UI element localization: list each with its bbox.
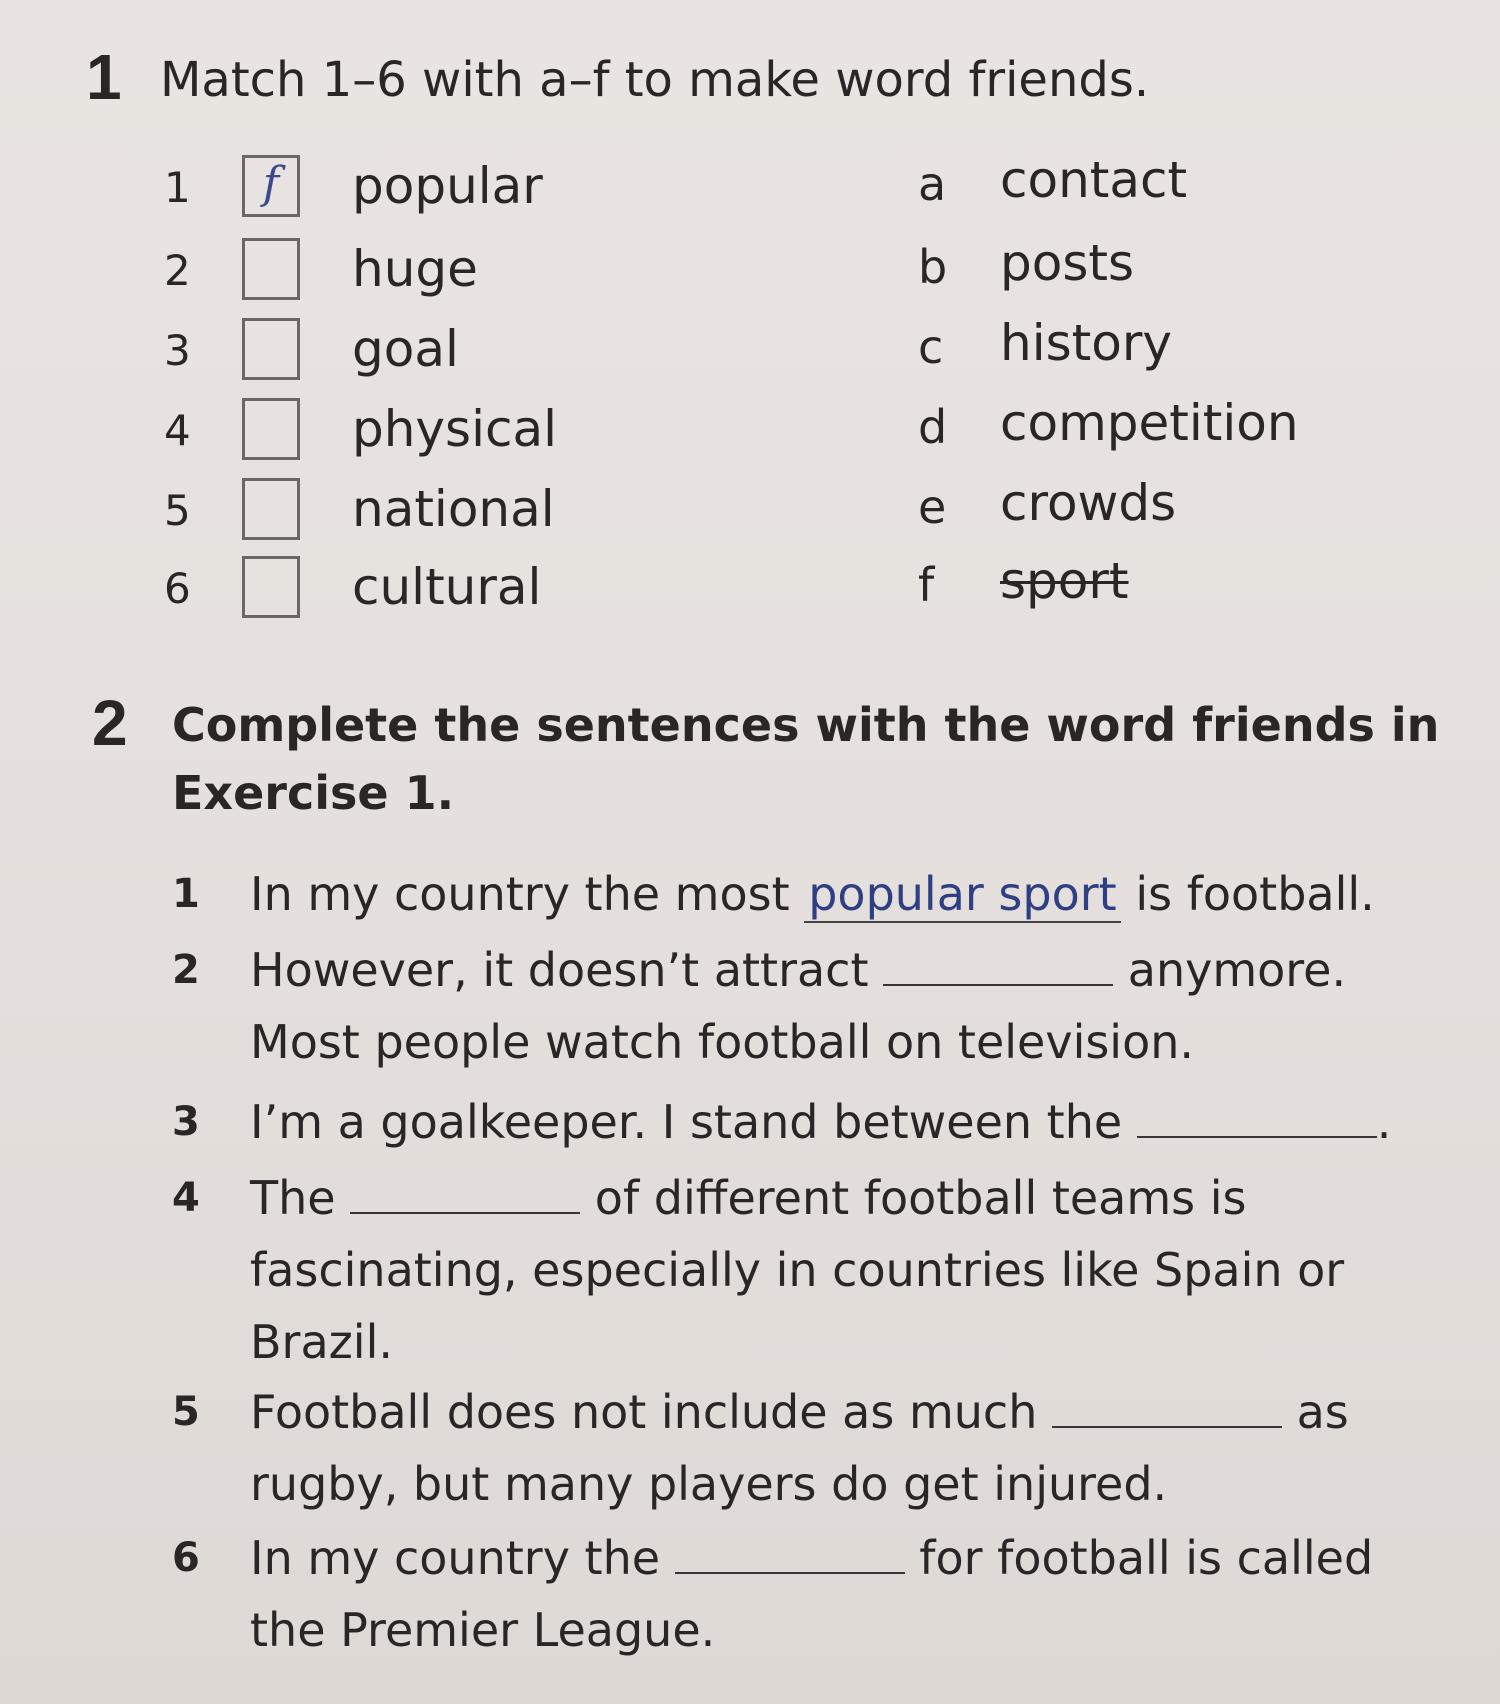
sentence-text [250, 1522, 1373, 1594]
answer-blank[interactable] [1052, 1425, 1282, 1428]
option-letter: e [918, 480, 947, 534]
option-word-crossed-out: sport [1000, 552, 1129, 610]
option-word: history [1000, 314, 1172, 372]
sentence-text-before: In my country the [250, 1531, 675, 1585]
sentence-text-after: of different football teams is [580, 1171, 1247, 1225]
answer-box[interactable] [242, 398, 300, 460]
item-number: 2 [164, 246, 191, 295]
sentence-text [250, 1086, 1391, 1158]
answer-text: f [262, 158, 280, 209]
sentence-2 [172, 934, 1492, 1078]
match-row [0, 234, 1500, 308]
item-word: huge [352, 240, 478, 298]
sentence-text-line-3: Brazil. [250, 1315, 393, 1369]
option-letter: d [918, 400, 948, 454]
match-row [0, 474, 1500, 548]
sentence-5 [172, 1376, 1492, 1520]
sentence-4 [172, 1162, 1492, 1378]
option-word: competition [1000, 394, 1299, 452]
sentence-text-before: However, it doesn’t attract [250, 943, 884, 997]
sentence-number: 1 [172, 871, 200, 917]
sentence-text-after: is football. [1120, 867, 1375, 921]
sentence-text-line-2: rugby, but many players do get injured. [250, 1457, 1168, 1511]
item-number: 1 [164, 163, 191, 212]
sentence-text-before: The [250, 1171, 351, 1225]
sentence-text-after: . [1376, 1095, 1392, 1149]
answer-blank[interactable] [883, 983, 1113, 986]
answer-blank[interactable] [350, 1211, 580, 1214]
item-word: national [352, 480, 555, 538]
sentence-text-before: I’m a goalkeeper. I stand between the [250, 1095, 1137, 1149]
item-number: 6 [164, 564, 191, 613]
match-row [0, 394, 1500, 468]
exercise-2-title-line-1: Complete the sentences with the word friends in [172, 698, 1440, 752]
sentence-number: 4 [172, 1175, 200, 1221]
item-word: cultural [352, 558, 542, 616]
option-letter: a [918, 157, 947, 211]
sentence-text-before: In my country the most [250, 867, 805, 921]
option-letter: f [918, 558, 935, 612]
option-letter: c [918, 320, 944, 374]
item-number: 3 [164, 326, 191, 375]
answer-blank[interactable] [675, 1571, 905, 1574]
sentence-text [250, 1162, 1247, 1234]
answer-box[interactable] [242, 556, 300, 618]
sentence-1 [172, 858, 1492, 930]
item-number: 5 [164, 486, 191, 535]
item-number: 4 [164, 406, 191, 455]
sentence-text-line-2: Most people watch football on television. [250, 1015, 1195, 1069]
item-word: physical [352, 400, 557, 458]
exercise-2-number: 2 [92, 687, 128, 759]
sentence-text-line-2: the Premier League. [250, 1603, 716, 1657]
sentence-text-before: Football does not include as much [250, 1385, 1052, 1439]
sentence-text-after: anymore. [1113, 943, 1347, 997]
sentence-number: 6 [172, 1535, 200, 1581]
option-word: contact [1000, 151, 1188, 209]
sentence-number: 3 [172, 1099, 200, 1145]
sentence-number: 5 [172, 1389, 200, 1435]
sentence-text-line-2: fascinating, especially in countries like Spain or [250, 1243, 1345, 1297]
option-word: posts [1000, 234, 1135, 292]
sentence-number: 2 [172, 947, 200, 993]
answer-box[interactable] [242, 238, 300, 300]
answer-blank[interactable] [1137, 1135, 1377, 1138]
option-letter: b [918, 240, 948, 294]
item-word: popular [352, 157, 543, 215]
sentence-text [250, 858, 1375, 930]
match-row [0, 552, 1500, 626]
exercise-2-title-line-2: Exercise 1. [172, 766, 455, 820]
match-row [0, 314, 1500, 388]
sentence-text [250, 1376, 1349, 1448]
sentence-text-after: for football is called [904, 1531, 1374, 1585]
sentence-3 [172, 1086, 1492, 1158]
answer-box[interactable] [242, 478, 300, 540]
item-word: goal [352, 320, 459, 378]
exercise-1-number: 1 [86, 41, 122, 113]
handwritten-answer: popular sport [804, 867, 1120, 923]
match-row [0, 151, 1500, 225]
answer-box[interactable] [242, 155, 300, 217]
sentence-6 [172, 1522, 1492, 1666]
sentence-text-after: as [1282, 1385, 1349, 1439]
answer-box[interactable] [242, 318, 300, 380]
exercise-1-title: Match 1–6 with a–f to make word friends. [160, 52, 1150, 108]
option-word: crowds [1000, 474, 1177, 532]
sentence-text [250, 934, 1346, 1006]
